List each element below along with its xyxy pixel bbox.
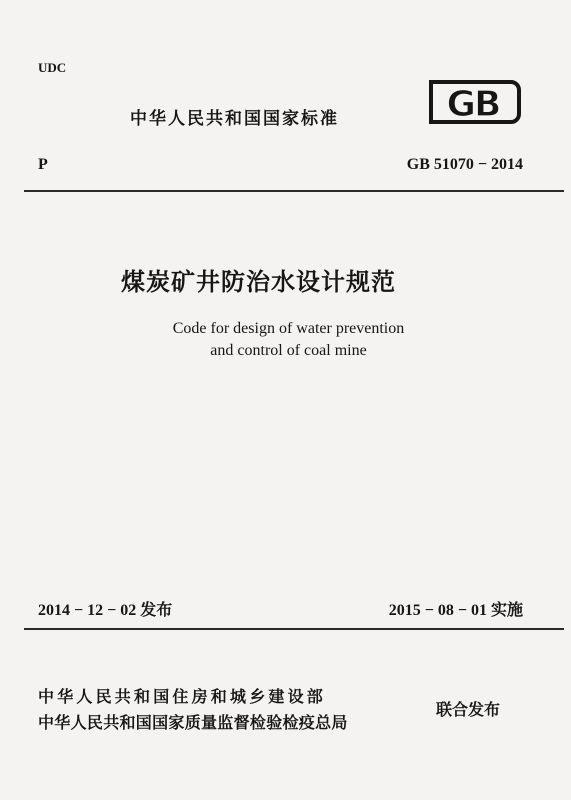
issuing-authorities <box>38 684 348 736</box>
title-chinese: 煤炭矿井防治水设计规范 <box>121 268 396 296</box>
udc-label: UDC <box>38 60 67 75</box>
joint-release-label: 联合发布 <box>436 700 501 719</box>
top-divider <box>24 190 564 192</box>
gb-logo-icon <box>425 78 521 126</box>
issue-date: 2014 − 12 − 02 发布 <box>38 602 173 619</box>
bottom-divider <box>24 628 564 630</box>
issuer-aqsiq: 中华人民共和国国家质量监督检验检疫总局 <box>38 713 348 732</box>
issuer-ministry: 中华人民共和国住房和城乡建设部 <box>38 687 327 706</box>
implementation-date: 2015 − 08 − 01 实施 <box>388 602 523 619</box>
standard-number: GB 51070 − 2014 <box>406 156 523 173</box>
title-english <box>0 318 571 362</box>
title-english-line2: and control of coal mine <box>210 342 367 359</box>
title-english-line1: Code for design of water prevention <box>172 320 405 337</box>
gb-logo-text: GB <box>446 84 500 125</box>
national-standard-heading: 中华人民共和国国家标准 <box>130 109 339 129</box>
category-code: P <box>38 156 48 173</box>
